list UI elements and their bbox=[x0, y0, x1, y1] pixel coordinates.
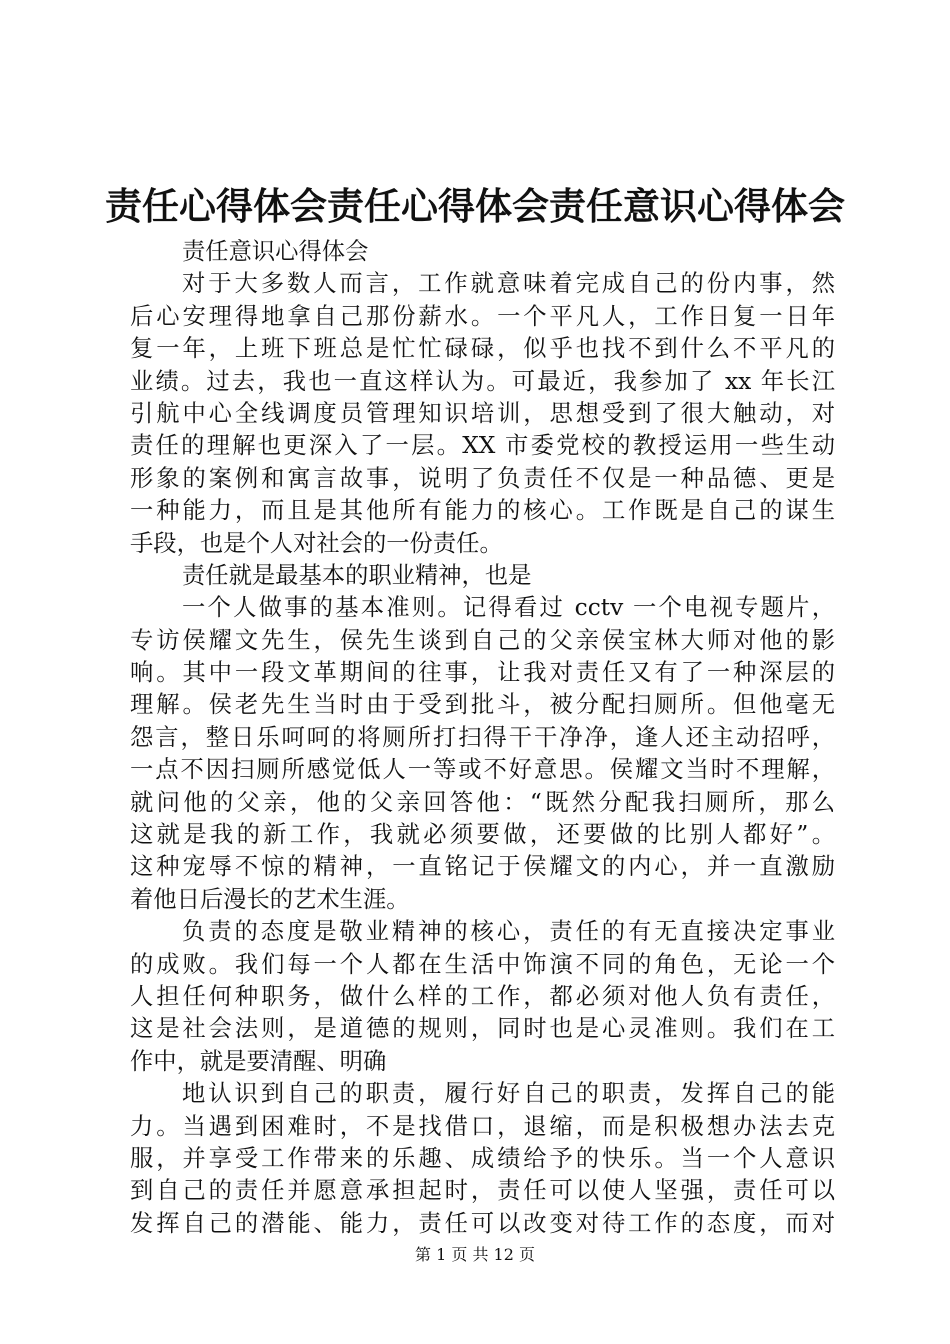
text-line: 作中，就是要清醒、明确 bbox=[130, 1047, 387, 1075]
text-line: 这是社会法则，是道德的规则，同时也是心灵准则。我们在工 bbox=[130, 1015, 835, 1043]
text-line: 责任的理解也更深入了一层。XX 市委党校的教授运用一些生动 bbox=[130, 432, 835, 460]
text-line: 业绩。过去，我也一直这样认为。可最近，我参加了 xx 年长江 bbox=[130, 367, 835, 395]
text-line: 人担任何种职务，做什么样的工作，都必须对他人负有责任， bbox=[130, 982, 835, 1010]
page-footer: 第 1 页 共 12 页 bbox=[415, 1245, 535, 1264]
text-line: 复一年，上班下班总是忙忙碌碌，似乎也找不到什么不平凡的 bbox=[130, 335, 835, 363]
text-line: 发挥自己的潜能、能力，责任可以改变对待工作的态度，而对 bbox=[130, 1209, 835, 1237]
text-line: 一点不因扫厕所感觉低人一等或不好意思。侯耀文当时不理解， bbox=[130, 756, 835, 784]
text-line: 这就是我的新工作，我就必须要做，还要做的比别人都好”。 bbox=[130, 821, 835, 849]
text-line: 到自己的责任并愿意承担起时，责任可以使人坚强，责任可以 bbox=[130, 1177, 835, 1205]
text-line: 地认识到自己的职责，履行好自己的职责，发挥自己的能 bbox=[182, 1080, 835, 1108]
text-line: 理解。侯老先生当时由于受到批斗，被分配扫厕所。但他毫无 bbox=[130, 691, 835, 719]
text-line: 这种宠辱不惊的精神，一直铭记于侯耀文的内心，并一直激励 bbox=[130, 853, 835, 881]
text-line: 后心安理得地拿自己那份薪水。一个平凡人，工作日复一日年 bbox=[130, 302, 835, 330]
text-line: 着他日后漫长的艺术生涯。 bbox=[130, 885, 410, 913]
document-title: 责任心得体会责任心得体会责任意识心得体会 bbox=[105, 184, 845, 228]
text-line: 责任意识心得体会 bbox=[182, 238, 369, 265]
text-line: 怨言，整日乐呵呵的将厕所打扫得干干净净，逢人还主动招呼， bbox=[130, 723, 835, 751]
text-line: 负责的态度是敬业精神的核心，责任的有无直接决定事业 bbox=[182, 918, 835, 946]
text-line: 的成败。我们每一个人都在生活中饰演不同的角色，无论一个 bbox=[130, 950, 835, 978]
text-line: 对于大多数人而言，工作就意味着完成自己的份内事，然 bbox=[182, 270, 835, 298]
text-line: 服，并享受工作带来的乐趣、成绩给予的快乐。当一个人意识 bbox=[130, 1144, 835, 1172]
text-line: 手段，也是个人对社会的一份责任。 bbox=[130, 529, 503, 557]
text-line: 响。其中一段文革期间的往事，让我对责任又有了一种深层的 bbox=[130, 659, 835, 687]
text-line: 就问他的父亲，他的父亲回答他：“既然分配我扫厕所，那么 bbox=[130, 788, 835, 816]
text-line: 引航中心全线调度员管理知识培训，思想受到了很大触动，对 bbox=[130, 399, 835, 427]
text-line: 形象的案例和寓言故事，说明了负责任不仅是一种品德、更是 bbox=[130, 464, 835, 492]
text-line: 责任就是最基本的职业精神，也是 bbox=[182, 561, 532, 589]
text-line: 一种能力，而且是其他所有能力的核心。工作既是自己的谋生 bbox=[130, 497, 835, 525]
text-line: 一个人做事的基本准则。记得看过 cctv 一个电视专题片， bbox=[182, 594, 835, 622]
document-body bbox=[130, 236, 835, 1240]
text-line: 力。当遇到困难时，不是找借口，退缩，而是积极想办法去克 bbox=[130, 1112, 835, 1140]
text-line: 专访侯耀文先生，侯先生谈到自己的父亲侯宝林大师对他的影 bbox=[130, 626, 835, 654]
